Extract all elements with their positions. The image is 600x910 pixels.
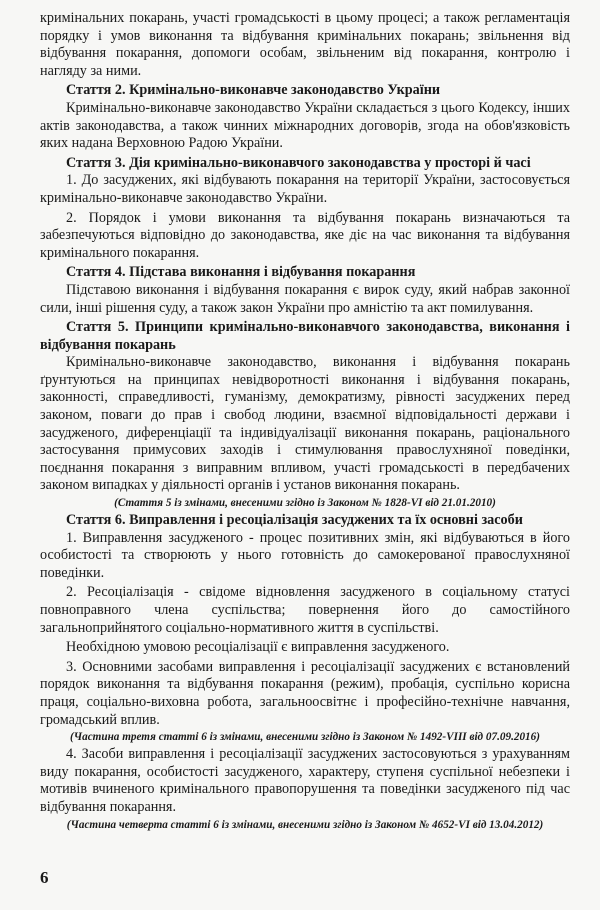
paragraph: 2. Порядок і умови виконання та відбування покарань визначаються та забезпечуються відповідно до законодавства, яке діє на час виконання та відбування кримінального покарання. [40, 209, 570, 261]
article-2-title: Стаття 2. Кримінально-виконавче законодавство України [66, 82, 441, 99]
paragraph: 1. До засуджених, які відбувають покарання на території України, застосовується кримінально-виконавче законодавство України. [40, 172, 570, 206]
amendment-note: (Частина третя статті 6 із змінами, внесеними згідно із Законом № 1492-VIII від 07.09.2016) [70, 731, 540, 744]
paragraph: 2. Ресоціалізація - свідоме відновлення засудженого в соціальному статусі повноправного члена суспільства; повернення його до самостійного загальноприйнятого соціально-нормативного життя в суспільстві. [40, 584, 570, 636]
paragraph: 1. Виправлення засудженого - процес позитивних змін, які відбуваються в його особистості та створюють у нього готовність до самокерованої правослухняної поведінки. [40, 529, 570, 581]
paragraph: 4. Засоби виправлення і ресоціалізації засуджених застосовуються з урахуванням виду покарання, особистості засудженого, характеру, ступеня суспільної небезпеки і мотивів вчиненого кримінального правопорушення та поведінки засудженого під час відбування покарання. [40, 746, 570, 815]
paragraph: Кримінально-виконавче законодавство, виконання і відбування покарань ґрунтуються на принципах невідворотності виконання і відбування покарань, законності, справедливості, гуманізму, демократизму, рівності засуджених перед законом, поваги до прав і свобод людини, взаємної відповідальності держави і засудженого, диференціації та індивідуалізації виконання покарань, раціонального застосування примусових заходів і стимулювання правослухняної поведінки, поєднання покарання з виправним впливом, участі громадськості в передбачених законом випадках у діяльності органів і установ виконання покарань. [40, 354, 570, 494]
paragraph: 3. Основними засобами виправлення і ресоціалізації засуджених є встановлений порядок виконання та відбування покарання (режим), пробація, суспільно корисна праця, соціально-виховна робота, загальноосвітнє і професійно-технічне навчання, громадський вплив. [40, 658, 570, 728]
article-5-title: Стаття 5. Принципи кримінально-виконавчого законодавства, виконання і відбування покарань [40, 319, 570, 353]
article-6-title: Стаття 6. Виправлення і ресоціалізація засуджених та їх основні засоби [66, 512, 523, 529]
paragraph: Кримінально-виконавче законодавство України складається з цього Кодексу, інших актів законодавства, а також чинних міжнародних договорів, згода на обов'язковість яких надана Верховною Радою України. [40, 99, 570, 152]
paragraph: Підставою виконання і відбування покарання є вирок суду, який набрав законної сили, інші рішення суду, а також закон України про амністію та акт помилування. [40, 281, 570, 316]
article-4-title: Стаття 4. Підстава виконання і відбування покарання [66, 264, 416, 281]
paragraph: Необхідною умовою ресоціалізації є виправлення засудженого. [66, 639, 450, 656]
article-3-title: Стаття 3. Дія кримінально-виконавчого законодавства у просторі й часі [66, 154, 531, 171]
amendment-note: (Частина четверта статті 6 із змінами, внесеними згідно із Законом № 4652-VI від 13.04.2012) [66, 818, 544, 831]
page-number: 6 [40, 868, 49, 887]
amendment-note: (Стаття 5 із змінами, внесеними згідно із Законом № 1828-VI від 21.01.2010) [114, 497, 496, 510]
paragraph: кримінальних покарань, участі громадськості в цьому процесі; а також регламентація порядку і умов виконання та відбування кримінальних покарань; звільнення від відбування покарання, допомоги особам, звільненим від покарання, контролю і нагляду за ними. [40, 10, 570, 79]
